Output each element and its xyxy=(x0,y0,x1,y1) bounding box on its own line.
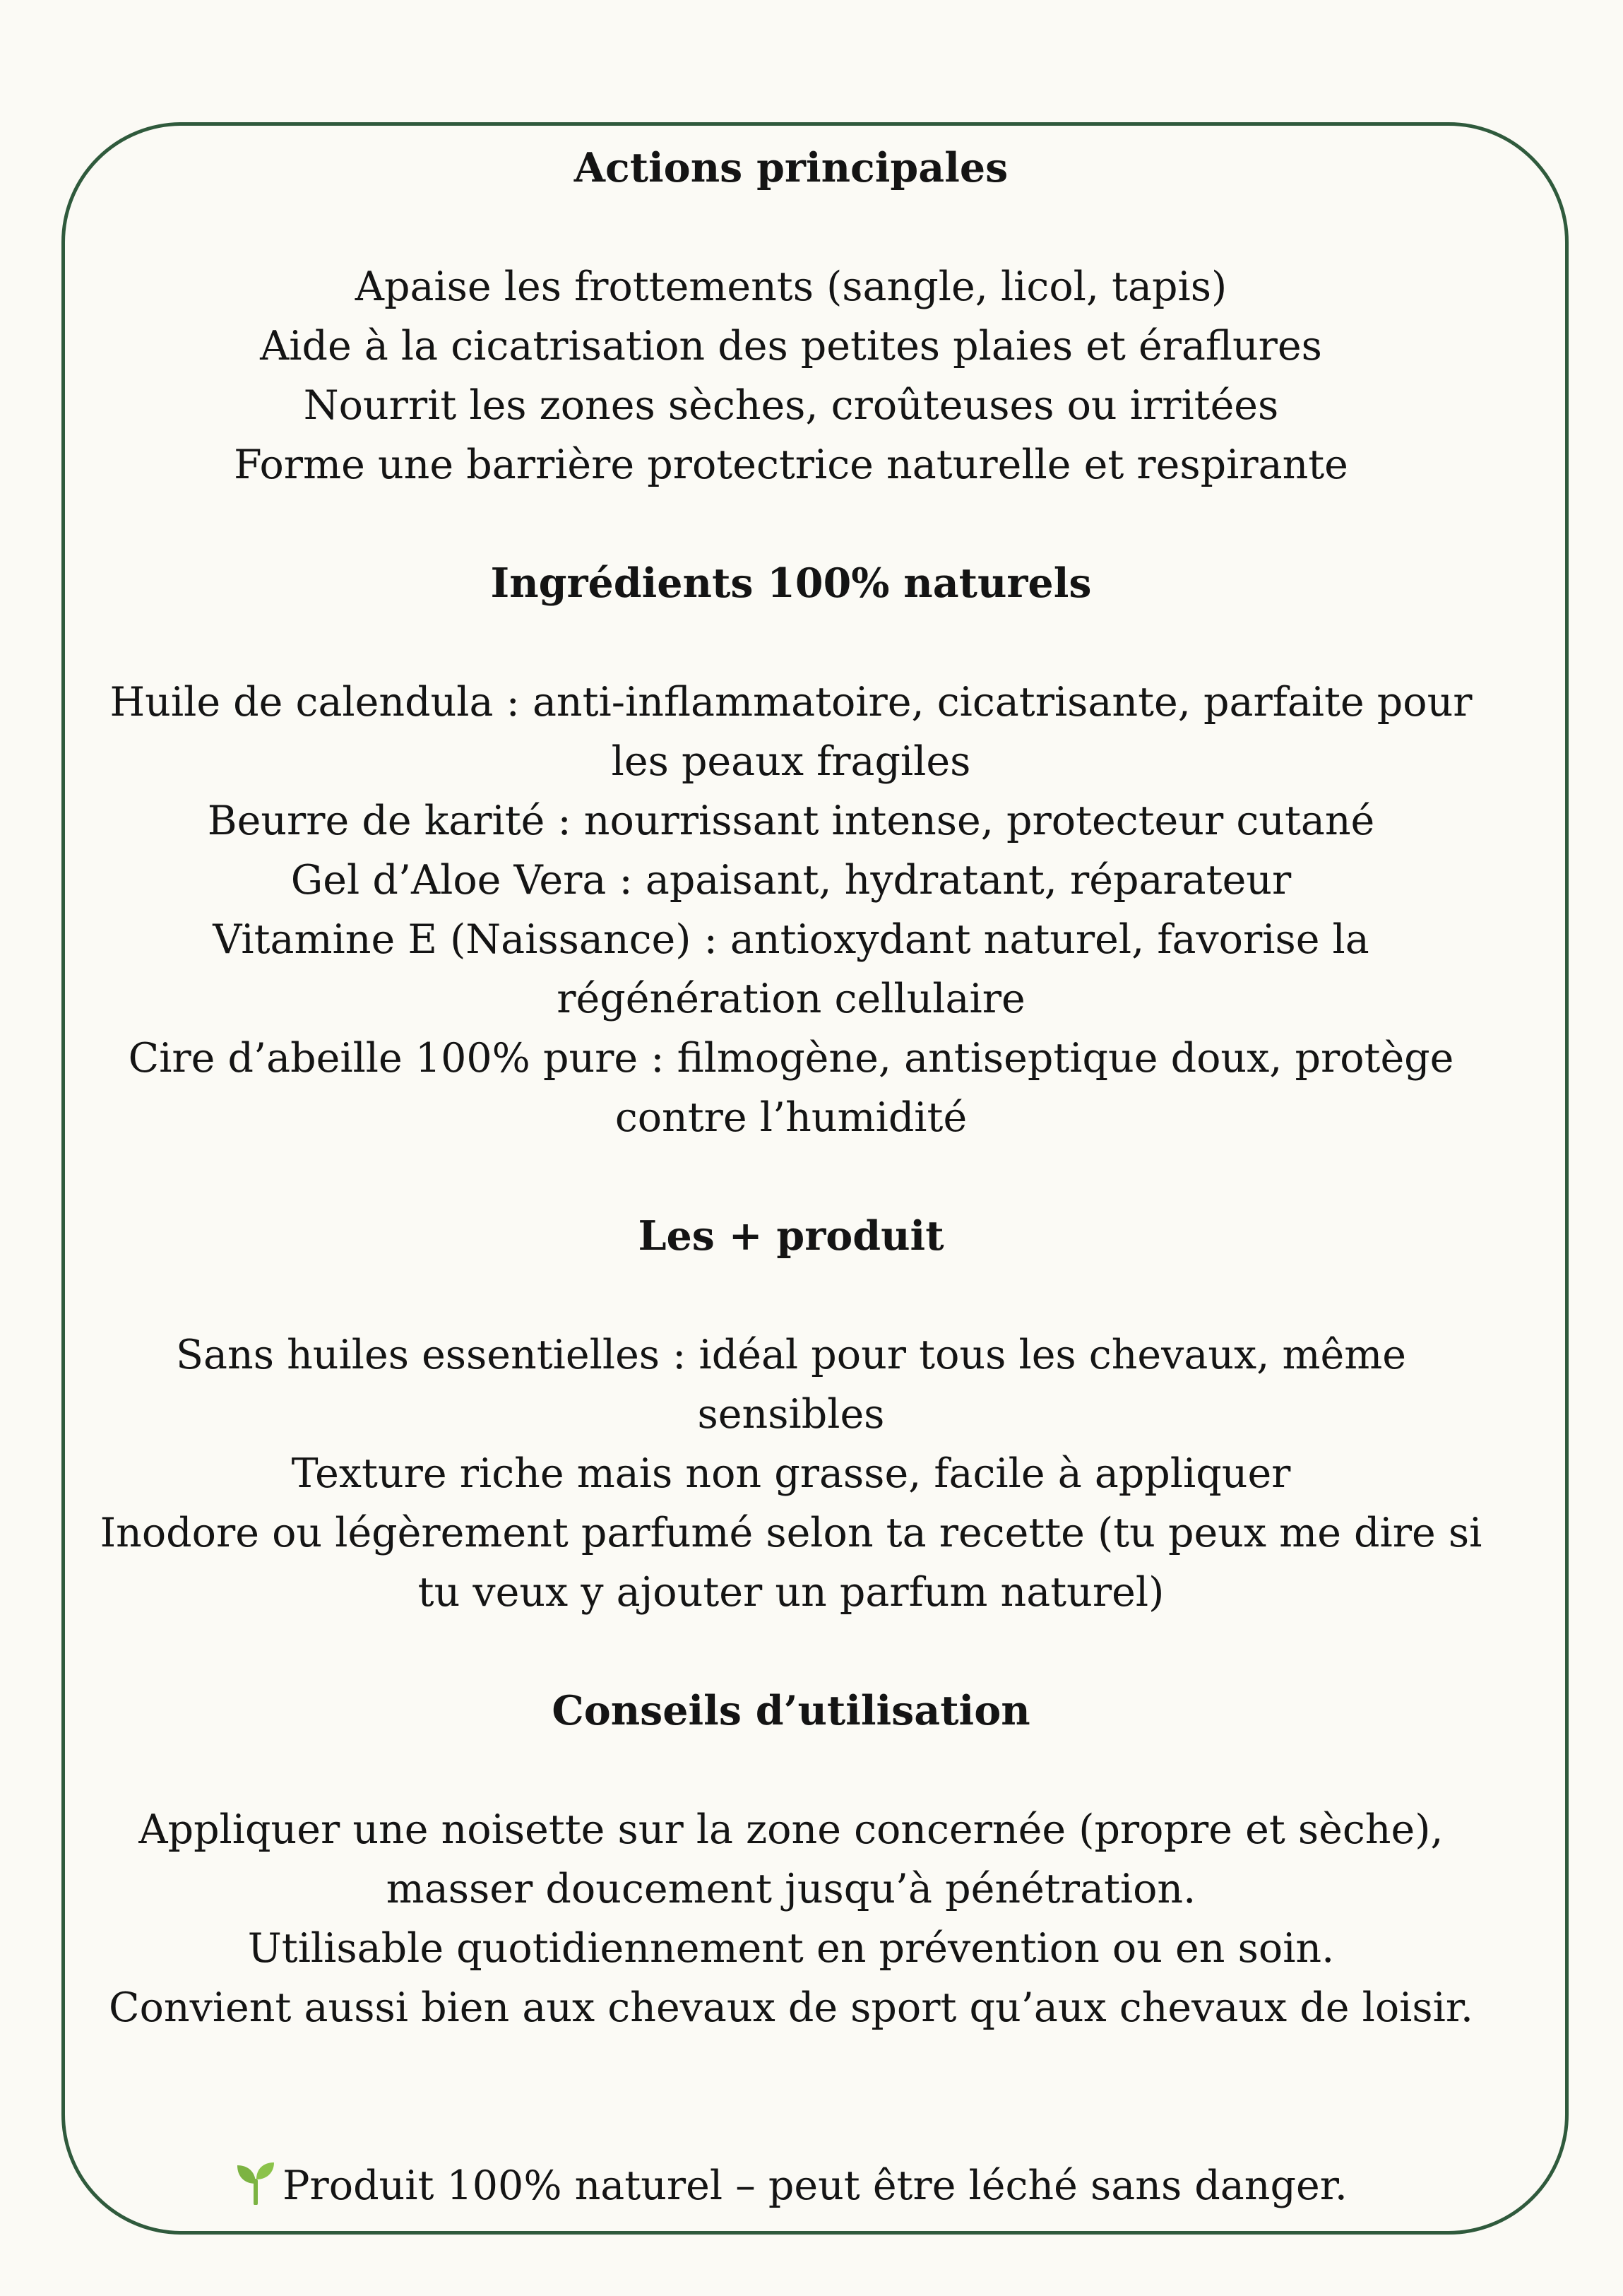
section-body-usage xyxy=(85,1800,1497,2037)
list-item: Huile de calendula : anti-inflammatoire, cicatrisante, parfaite pour les peaux fragiles xyxy=(109,679,1473,785)
list-item: Cire d’abeille 100% pure : filmogène, antiseptique doux, protège contre l’humidité xyxy=(128,1035,1454,1141)
section-body-benefits xyxy=(85,1325,1497,1622)
sprout-icon xyxy=(234,2160,277,2205)
section-title-actions: Actions principales xyxy=(573,144,1009,191)
section-body-ingredients xyxy=(85,673,1497,1147)
list-item: Nourrit les zones sèches, croûteuses ou irritées xyxy=(303,382,1279,429)
footer-note xyxy=(85,2156,1497,2215)
list-item: Convient aussi bien aux chevaux de sport qu’aux chevaux de loisir. xyxy=(108,1984,1474,2031)
list-item: Vitamine E (Naissance) : antioxydant naturel, favorise la régénération cellulaire xyxy=(213,916,1369,1022)
list-item: Sans huiles essentielles : idéal pour tous les chevaux, même sensibles xyxy=(175,1332,1407,1438)
section-body-actions xyxy=(85,257,1497,495)
list-item: Aide à la cicatrisation des petites plaies et éraflures xyxy=(260,323,1322,369)
list-item: Beurre de karité : nourrissant intense, protecteur cutané xyxy=(207,798,1375,844)
spacer xyxy=(85,2097,1497,2156)
list-item: Texture riche mais non grasse, facile à appliquer xyxy=(291,1450,1291,1497)
list-item: Appliquer une noisette sur la zone concernée (propre et sèche), masser doucement jusqu’à pénétration. xyxy=(138,1806,1444,1912)
product-description xyxy=(85,138,1497,2215)
section-title-ingredients: Ingrédients 100% naturels xyxy=(490,560,1092,607)
list-item: Inodore ou légèrement parfumé selon ta recette (tu peux me dire si tu veux y ajouter un parfum naturel) xyxy=(100,1510,1482,1616)
list-item: Gel d’Aloe Vera : apaisant, hydratant, réparateur xyxy=(290,857,1292,904)
section-title-usage: Conseils d’utilisation xyxy=(552,1687,1030,1734)
list-item: Forme une barrière protectrice naturelle et respirante xyxy=(234,442,1348,488)
list-item: Apaise les frottements (sangle, licol, tapis) xyxy=(355,264,1227,310)
section-title-benefits: Les + produit xyxy=(638,1212,944,1260)
list-item: Utilisable quotidiennement en prévention ou en soin. xyxy=(247,1925,1335,1972)
footer-text: Produit 100% naturel – peut être léché sans danger. xyxy=(283,2162,1348,2209)
